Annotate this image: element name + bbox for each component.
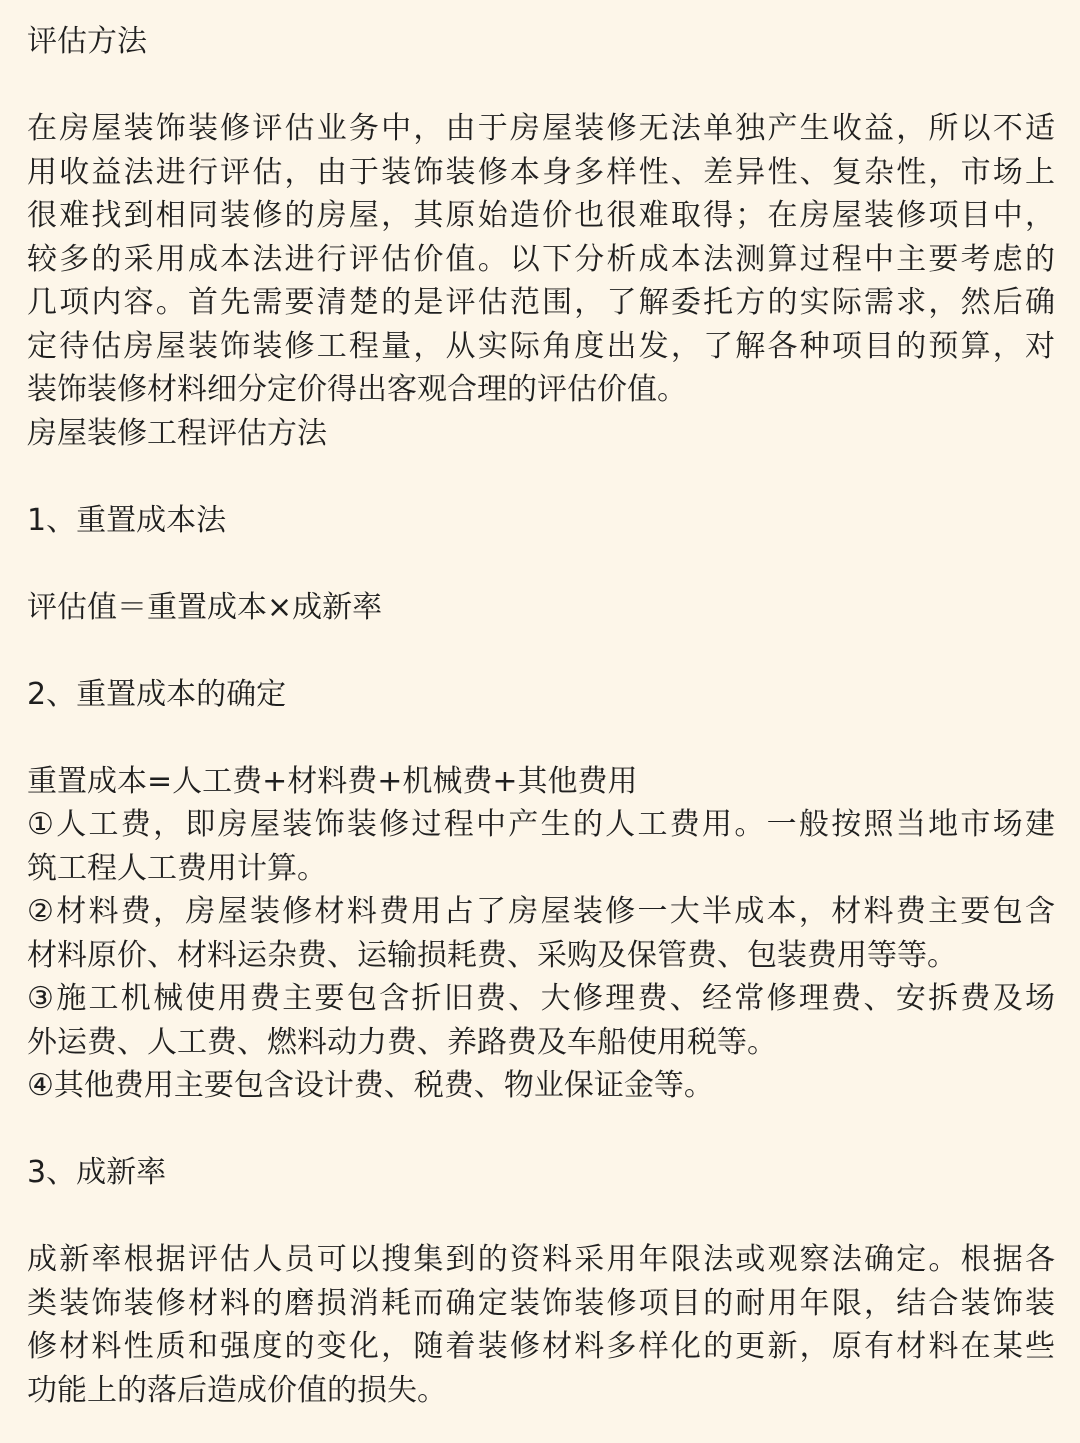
document-title: 评估方法 (27, 24, 147, 59)
conclusion-line: 类装饰装修材料的磨损消耗而确定装饰装修项目的耐用年限，结合装饰装 (27, 1285, 1055, 1321)
article-body (27, 20, 1055, 1412)
intro-paragraph (27, 107, 1055, 412)
cost-item-labor-cont: 筑工程人工费用计算。 (27, 850, 327, 886)
spacer (27, 1108, 1055, 1152)
spacer (27, 716, 1055, 760)
cost-item-material-cont: 材料原价、材料运杂费、运输损耗费、采购及保管费、包装费用等等。 (27, 937, 957, 973)
conclusion-line: 成新率根据评估人员可以搜集到的资料采用年限法或观察法确定。根据各 (27, 1242, 1055, 1277)
cost-item-labor: ①人工费，即房屋装饰装修过程中产生的人工费用。一般按照当地市场建 (27, 807, 1055, 842)
intro-line: 在房屋装饰装修评估业务中，由于房屋装修无法单独产生收益，所以不适 (27, 111, 1055, 146)
formula-replacement-cost: 重置成本=人工费+材料费+机械费+其他费用 (27, 763, 638, 799)
section-heading-1: 1、重置成本法 (27, 502, 227, 538)
section-heading-2: 2、重置成本的确定 (27, 676, 287, 712)
section-subtitle: 房屋装修工程评估方法 (27, 415, 327, 451)
cost-item-machinery: ③施工机械使用费主要包含折旧费、大修理费、经常修理费、安拆费及场 (27, 981, 1055, 1016)
cost-item-list (27, 803, 1055, 1108)
spacer (27, 64, 1055, 108)
conclusion-line: 功能上的落后造成价值的损失。 (27, 1372, 447, 1408)
spacer (27, 1195, 1055, 1239)
intro-line: 几项内容。首先需要清楚的是评估范围，了解委托方的实际需求，然后确 (27, 285, 1055, 320)
cost-item-machinery-cont: 外运费、人工费、燃料动力费、养路费及车船使用税等。 (27, 1024, 777, 1060)
spacer (27, 629, 1055, 673)
spacer (27, 542, 1055, 586)
intro-line: 用收益法进行评估，由于装饰装修本身多样性、差异性、复杂性，市场上 (27, 154, 1055, 190)
intro-line: 装饰装修材料细分定价得出客观合理的评估价值。 (27, 372, 687, 407)
intro-line: 定待估房屋装饰装修工程量，从实际角度出发，了解各种项目的预算，对 (27, 328, 1055, 364)
intro-line: 较多的采用成本法进行评估价值。以下分析成本法测算过程中主要考虑的 (27, 241, 1055, 277)
conclusion-paragraph (27, 1238, 1055, 1412)
conclusion-line: 修材料性质和强度的变化，随着装修材料多样化的更新，原有材料在某些 (27, 1329, 1055, 1364)
intro-line: 很难找到相同装修的房屋，其原始造价也很难取得；在房屋装修项目中， (27, 198, 1055, 233)
cost-item-other: ④其他费用主要包含设计费、税费、物业保证金等。 (27, 1068, 714, 1103)
formula-valuation: 评估值＝重置成本×成新率 (27, 589, 383, 625)
section-heading-3: 3、成新率 (27, 1155, 167, 1190)
spacer (27, 455, 1055, 499)
cost-item-material: ②材料费，房屋装修材料费用占了房屋装修一大半成本，材料费主要包含 (27, 894, 1055, 929)
